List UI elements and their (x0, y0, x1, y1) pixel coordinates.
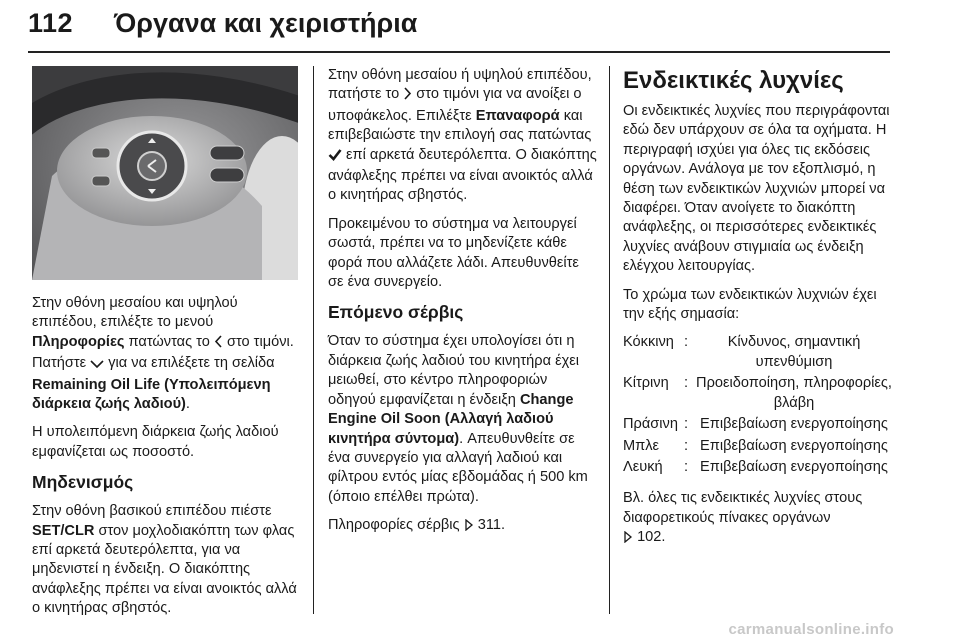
color-row: Πράσινη : Επιβεβαίωση ενεργοποίησης (623, 415, 895, 434)
paragraph-info-menu: Στην οθόνη μεσαίου και υψηλού επιπέδου, επιλέξτε το μενού Πληροφορίες πατώντας το στο τιμόνι. Πατήστε για να επιλέξετε τη σελίδα Remaining Oil Life (Υπολειπόμενη διάρκεια ζωής λαδιού). (32, 295, 294, 413)
color-row: Μπλε : Επιβεβαίωση ενεργοποίησης (623, 437, 895, 456)
paragraph-instrument-ref: Βλ. όλες τις ενδεικτικές λυχνίες στους διαφορετικούς πίνακες οργάνων 102. (623, 489, 895, 549)
color-name: Λευκή (623, 458, 663, 475)
column-middle (328, 66, 598, 547)
chevron-right-icon (403, 87, 412, 106)
header-rule (28, 51, 890, 53)
color-meaning: Κίνδυνος, σημαντική υπενθύμιση (727, 334, 861, 370)
color-name: Πράσινη (623, 416, 678, 433)
service-page-ref[interactable]: 311. (477, 517, 506, 534)
menu-name-reset: Επαναφορά (475, 107, 560, 124)
color-row: Λευκή : Επιβεβαίωση ενεργοποίησης (623, 458, 895, 477)
page-title: Όργανα και χειριστήρια (114, 8, 418, 38)
paragraph-service-ref: Πληροφορίες σέρβις 311. (328, 516, 598, 537)
color-meaning: Επιβεβαίωση ενεργοποίησης (700, 416, 888, 433)
paragraph-change-oil-soon: Όταν το σύστημα έχει υπολογίσει ότι η διάρκεια ζωής λαδιού του κινητήρα έχει μειωθεί, στο κέντρο πληροφοριών οδηγού εμφανίζεται η ένδειξη Change Engine Oil Soon (Αλλαγή λαδιού κινητήρα σύντομα). Απευθυνθείτε σε ένα συνεργείο για αλλαγή λαδιού και φίλτρου εντός μίας εβδομάδας ή 500 km (όποιο επέλθει πρώτα). (328, 333, 588, 505)
color-row: Κόκκινη : Κίνδυνος, σημαντική υπενθύμιση (623, 333, 895, 372)
checkmark-icon (328, 148, 342, 167)
page-reference-icon (464, 518, 474, 537)
page-name-oil-life: Remaining Oil Life (Υπολειπόμενη διάρκεια ζωής λαδιού) (32, 376, 271, 413)
chevron-down-icon (90, 356, 104, 375)
color-meaning: Επιβεβαίωση ενεργοποίησης (700, 458, 888, 475)
steering-wheel-illustration (32, 66, 298, 280)
column-left (32, 66, 304, 628)
steering-wheel-photo (32, 66, 298, 280)
paragraph-indicators-intro: Οι ενδεικτικές λυχνίες που περιγράφονται εδώ δεν υπάρχουν σε όλα τα οχήματα. Η περιγραφή ισχύει για όλες τις εκδόσεις οργάνων. Ανάλογα με τον εξοπλισμό, η θέση των ενδεικτικών λυχνιών μπορεί να διαφέρει. Όταν ανοίγετε το διακόπτη ανάφλεξης, οι περισσότερες ενδεικτικές λυχνίες ανάβουν στιγμιαία ως ένδειξη ελέγχου λειτουργίας. (623, 103, 890, 275)
paragraph-reset-each-change: Προκειμένου το σύστημα να λειτουργεί σωστά, πρέπει να το μηδενίζετε κάθε φορά που αλλάζετε λάδι. Απευθυνθείτε σε ένα συνεργείο. (328, 215, 579, 291)
color-name: Κόκκινη (623, 334, 674, 351)
paragraph-oil-percent: Η υπολειπόμενη διάρκεια ζωής λαδιού εμφανίζεται ως ποσοστό. (32, 424, 279, 460)
button-name-set-clr: SET/CLR (32, 522, 95, 539)
color-name: Κίτρινη (623, 375, 669, 392)
heading-next-service: Επόμενο σέρβις (328, 302, 464, 323)
heading-reset: Μηδενισμός (32, 472, 134, 493)
color-row: Κίτρινη : Προειδοποίηση, πληροφορίες, βλάβη (623, 374, 895, 413)
paragraph-reset-basic: Στην οθόνη βασικού επιπέδου πιέστε SET/CLR στον μοχλοδιακόπτη των φλας επί αρκετά δευτερόλεπτα, για να μηδενιστεί η ένδειξη. Ο διακόπτης ανάφλεξης πρέπει να είναι ανοικτός αλλά ο κινητήρας σβηστός. (32, 503, 297, 617)
paragraph-color-meaning: Το χρώμα των ενδεικτικών λυχνιών έχει την εξής σημασία: (623, 286, 877, 323)
instrument-page-ref[interactable]: 102. (637, 529, 666, 546)
section-heading-indicators: Ενδεικτικές λυχνίες (623, 67, 844, 94)
color-name: Μπλε (623, 437, 660, 454)
column-divider-1 (313, 66, 314, 614)
message-change-oil-soon: Change Engine Oil Soon (Αλλαγή λαδιού κινητήρα σύντομα) (328, 391, 574, 447)
chevron-left-icon (214, 335, 223, 354)
menu-name-info: Πληροφορίες (32, 333, 125, 350)
column-right (623, 66, 895, 559)
color-meaning: Προειδοποίηση, πληροφορίες, βλάβη (696, 375, 892, 411)
page-header (28, 8, 904, 52)
column-divider-2 (609, 66, 610, 614)
watermark: carmanualsonline.info (728, 621, 894, 638)
page-number: 112 (28, 8, 74, 38)
color-meaning-table (623, 333, 895, 477)
page-reference-icon (623, 530, 633, 549)
paragraph-reset-mid: Στην οθόνη μεσαίου ή υψηλού επιπέδου, πατήστε το στο τιμόνι για να ανοίξει ο υποφάκελος. Επιλέξτε Επαναφορά και επιβεβαιώστε την επιλογή σας πατώντας επί αρκετά δευτερόλεπτα. Ο διακόπτης ανάφλεξης πρέπει να είναι ανοικτός αλλά ο κινητήρας σβηστός. (328, 67, 597, 204)
color-meaning: Επιβεβαίωση ενεργοποίησης (700, 437, 888, 454)
